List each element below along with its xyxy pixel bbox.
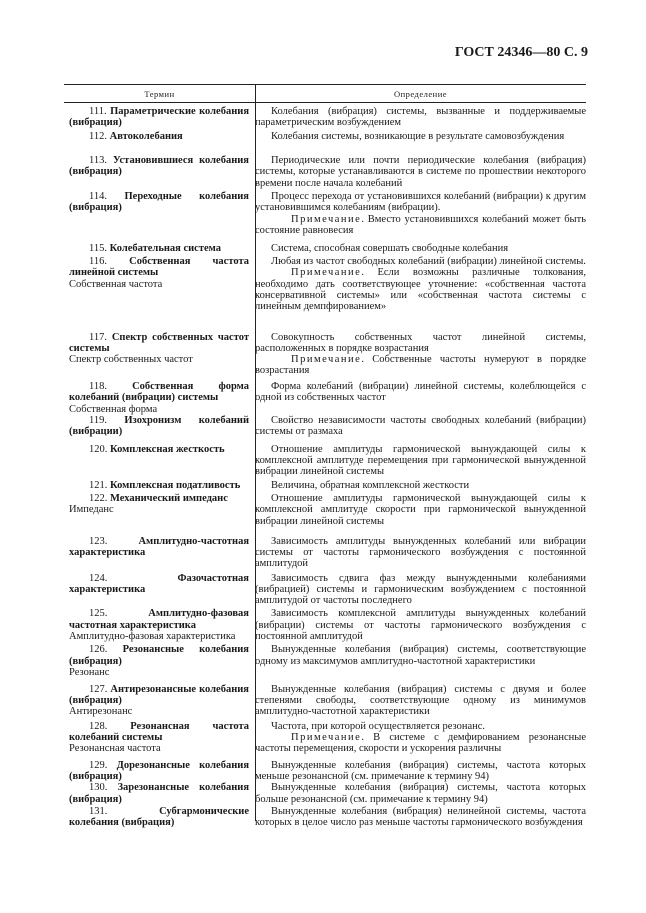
definition-text: Вынужденные колебания (вибрация) нелинейной системы, частота которых в целое число раз меньше частоты гармонического возбуждения <box>255 805 586 829</box>
definition-cell <box>249 493 586 536</box>
definition-text: Зависимость комплексной амплитуды вынужденных колебаний (вибрации) системы от частоты гармонического возбуждения с постоянной амплитудой <box>255 608 586 643</box>
terms-table <box>64 84 586 829</box>
term-cell <box>64 721 249 760</box>
definition-cell <box>249 444 586 480</box>
definition-text: Система, способная совершать свободные колебания <box>271 242 509 254</box>
term-name: Собственная форма колебаний (вибрации) системы <box>69 380 249 404</box>
term-name: Изохронизм колебаний (вибрации) <box>69 414 249 437</box>
term-name: Амплитудно-фазовая частотная характеристика <box>69 608 249 631</box>
term-row <box>64 243 586 256</box>
term-cell <box>64 480 249 493</box>
definition-text: Колебания (вибрация) системы, вызванные и поддерживаемые параметрическим возбуждением <box>255 106 586 129</box>
term-short-form: Антирезонанс <box>69 706 133 718</box>
term-row <box>64 444 586 480</box>
term-name: Дорезонансные колебания (вибрация) <box>69 759 249 783</box>
term-cell <box>64 806 249 842</box>
term-number: 124. <box>89 572 178 584</box>
term-number: 121. <box>89 479 110 491</box>
term-short-form: Резонансная частота <box>69 743 161 755</box>
definition-cell <box>249 573 586 609</box>
term-number: 115. <box>89 242 110 254</box>
definition-cell <box>249 721 586 760</box>
term-cell <box>64 332 249 381</box>
term-name: Механический импеданс <box>110 492 228 504</box>
definition-cell <box>249 608 586 644</box>
definition-text: Периодические или почти периодические колебания (вибрация) системы, которые устанавливаются в системе по прошествии некоторого времени после начала колебаний <box>255 155 586 189</box>
term-cell <box>64 256 249 331</box>
term-short-form: Собственная частота <box>69 278 163 290</box>
table-body <box>64 106 586 842</box>
term-number: 111. <box>89 106 111 117</box>
note-label: Примечание <box>291 731 362 743</box>
term-name: Субгармонические колебания (вибрация) <box>69 805 249 829</box>
table-column-header <box>64 85 586 102</box>
definition-cell <box>249 106 586 131</box>
definition-cell <box>249 760 586 782</box>
term-cell <box>64 644 249 683</box>
term-row <box>64 480 586 493</box>
definition-cell <box>249 806 586 842</box>
term-row <box>64 106 586 131</box>
term-row <box>64 608 586 644</box>
term-number: 118. <box>89 380 133 392</box>
definition-text: Вынужденные колебания (вибрация) системы, соответствующие одному из максимумов амплитудно-частотной характеристики <box>255 644 586 667</box>
term-cell <box>64 106 249 131</box>
definition-cell <box>249 332 586 381</box>
term-name: Спектр собственных частот системы <box>69 331 249 354</box>
term-name: Антирезонансные колебания (вибрация) <box>69 683 249 706</box>
term-cell <box>64 415 249 444</box>
term-short-form: Резонанс <box>69 666 110 678</box>
term-row <box>64 536 586 573</box>
term-row <box>64 131 586 156</box>
term-cell <box>64 573 249 609</box>
term-number: 127. <box>89 683 111 695</box>
term-row <box>64 760 586 782</box>
definition-text: Зависимость амплитуды вынужденных колебаний или вибрации системы от частоты гармонического возбуждения с постоянной амплитудой <box>255 535 586 570</box>
term-row <box>64 493 586 536</box>
definition-cell <box>249 243 586 256</box>
term-name: Переходные колебания (вибрация) <box>69 191 249 214</box>
term-short-form: Спектр собственных частот <box>69 354 193 366</box>
term-cell <box>64 493 249 536</box>
term-number: 116. <box>89 256 130 268</box>
term-cell <box>64 191 249 243</box>
term-row <box>64 806 586 842</box>
definition-text: Величина, обратная комплексной жесткости <box>271 479 470 491</box>
definition-text: Форма колебаний (вибрации) линейной системы, колеблющейся с одной из собственных частот <box>255 380 586 404</box>
term-row <box>64 155 586 191</box>
definition-cell <box>249 191 586 243</box>
term-row <box>64 191 586 243</box>
term-cell <box>64 155 249 191</box>
definition-cell <box>249 415 586 444</box>
term-number: 113. <box>89 155 113 167</box>
term-row <box>64 721 586 760</box>
definition-cell <box>249 256 586 331</box>
definition-note <box>255 214 586 237</box>
term-number: 112. <box>89 130 110 142</box>
term-short-form: Импеданс <box>69 504 114 516</box>
definition-text: Отношение амплитуды гармонической вынуждающей силы к комплексной амплитуде скорости при гармонической вынужденной вибрации линейной системы <box>255 492 586 527</box>
term-name: Комплексная податливость <box>110 479 241 491</box>
term-name: Колебательная система <box>109 242 221 254</box>
term-cell <box>64 444 249 480</box>
term-cell <box>64 243 249 256</box>
definition-text: Вынужденные колебания (вибрация) системы, частота которых меньше резонансной (см. примечание к термину 94) <box>255 759 586 783</box>
definition-text: Вынужденные колебания (вибрация) системы, частота которых больше резонансной (см. примечание к термину 94) <box>255 782 586 805</box>
definition-column-title: Определение <box>393 88 448 99</box>
term-row <box>64 415 586 444</box>
term-name: Собственная частота линейной системы <box>69 256 249 279</box>
term-row <box>64 684 586 721</box>
term-number: 125. <box>89 608 149 620</box>
definition-text: Зависимость сдвига фаз между вынужденными колебаниями (вибрацией) системы и гармоническим возбуждением с постоянной амплитудой от частоты последнего <box>255 572 586 607</box>
term-number: 114. <box>89 191 125 203</box>
definition-text: Процесс перехода от установившихся колебаний (вибрации) к другим установившимся колебаниям (вибрации). <box>255 191 586 214</box>
note-text: . Вместо установившихся колебаний может быть состояние равновесия <box>255 213 586 236</box>
term-number: 123. <box>89 535 139 547</box>
term-row <box>64 644 586 683</box>
definition-cell <box>249 782 586 805</box>
term-number: 119. <box>89 414 125 426</box>
definition-cell <box>249 684 586 721</box>
term-name: Зарезонансные колебания (вибрация) <box>69 782 249 805</box>
term-row <box>64 573 586 609</box>
term-name: Резонансные колебания (вибрация) <box>69 644 249 667</box>
table-header-rule <box>64 102 586 103</box>
term-name: Фазочастотная характеристика <box>69 572 249 595</box>
definition-cell <box>249 381 586 415</box>
term-cell <box>64 608 249 644</box>
term-number: 130. <box>89 782 118 794</box>
term-cell <box>64 131 249 156</box>
term-name: Комплексная жесткость <box>110 443 225 455</box>
term-column-title: Термин <box>144 88 175 99</box>
term-number: 129. <box>89 759 117 771</box>
term-name: Амплитудно-частотная характеристика <box>69 535 249 558</box>
definition-note <box>255 354 586 377</box>
term-cell <box>64 782 249 805</box>
term-cell <box>64 684 249 721</box>
definition-text: Свойство независимости частоты свободных колебаний (вибрации) системы от размаха <box>255 414 586 437</box>
definition-text: Колебания системы, возникающие в результате самовозбуждения <box>271 130 565 142</box>
term-name: Установившиеся колебания (вибрация) <box>69 155 249 178</box>
term-row <box>64 256 586 331</box>
term-cell <box>64 760 249 782</box>
definition-text: Любая из частот свободных колебаний (вибрации) линейной системы. <box>271 256 586 268</box>
term-number: 117. <box>89 331 112 343</box>
note-text: . Собственные частоты нумеруют в порядке возрастания <box>255 354 586 377</box>
page-header: ГОСТ 24346—80 С. 9 <box>454 45 588 60</box>
note-text: . В системе с демфированием резонансные частоты перемещения, скорости и ускорения различны <box>255 731 586 755</box>
definition-note <box>255 732 586 755</box>
term-cell <box>64 536 249 573</box>
term-number: 128. <box>89 720 131 732</box>
term-short-form: Собственная форма <box>69 403 158 415</box>
definition-text: Совокупность собственных частот линейной системы, расположенных в порядке возрастания <box>255 331 586 354</box>
definition-cell <box>249 536 586 573</box>
definition-cell <box>249 480 586 493</box>
term-name: Автоколебания <box>109 130 183 142</box>
term-name: Резонансная частота колебаний системы <box>69 720 249 743</box>
definition-cell <box>249 644 586 683</box>
term-row <box>64 782 586 805</box>
note-text: . Если возможны различные толкования, необходимо дать соответствующее уточнение: «собственная частота консервативной системы» или «собственная частота системы с линейным демпфированием» <box>255 267 586 313</box>
definition-cell <box>249 131 586 156</box>
definition-text: Частота, при которой осуществляется резонанс. <box>271 720 486 732</box>
term-row <box>64 381 586 415</box>
note-label: Примечание <box>291 354 362 366</box>
note-label: Примечание <box>291 213 362 225</box>
term-name: Параметрические колебания (вибрация) <box>69 106 249 129</box>
definition-text: Отношение амплитуды гармонической вынуждающей силы к комплексной амплитуде перемещения при гармонической вынужденной вибрации линейной системы <box>255 443 586 478</box>
term-row <box>64 332 586 381</box>
term-number: 120. <box>89 443 110 455</box>
definition-note <box>255 267 586 312</box>
definition-text: Вынужденные колебания (вибрация) системы с двумя и более степенями свободы, соответствующие одному из минимумов амплитудно-частотной характеристики <box>255 683 586 718</box>
term-number: 126. <box>89 644 123 656</box>
term-short-form: Амплитудно-фазовая характеристика <box>69 631 236 643</box>
term-cell <box>64 381 249 415</box>
note-label: Примечание <box>291 267 362 279</box>
term-number: 131. <box>89 805 160 817</box>
definition-cell <box>249 155 586 191</box>
term-number: 122. <box>89 492 110 504</box>
